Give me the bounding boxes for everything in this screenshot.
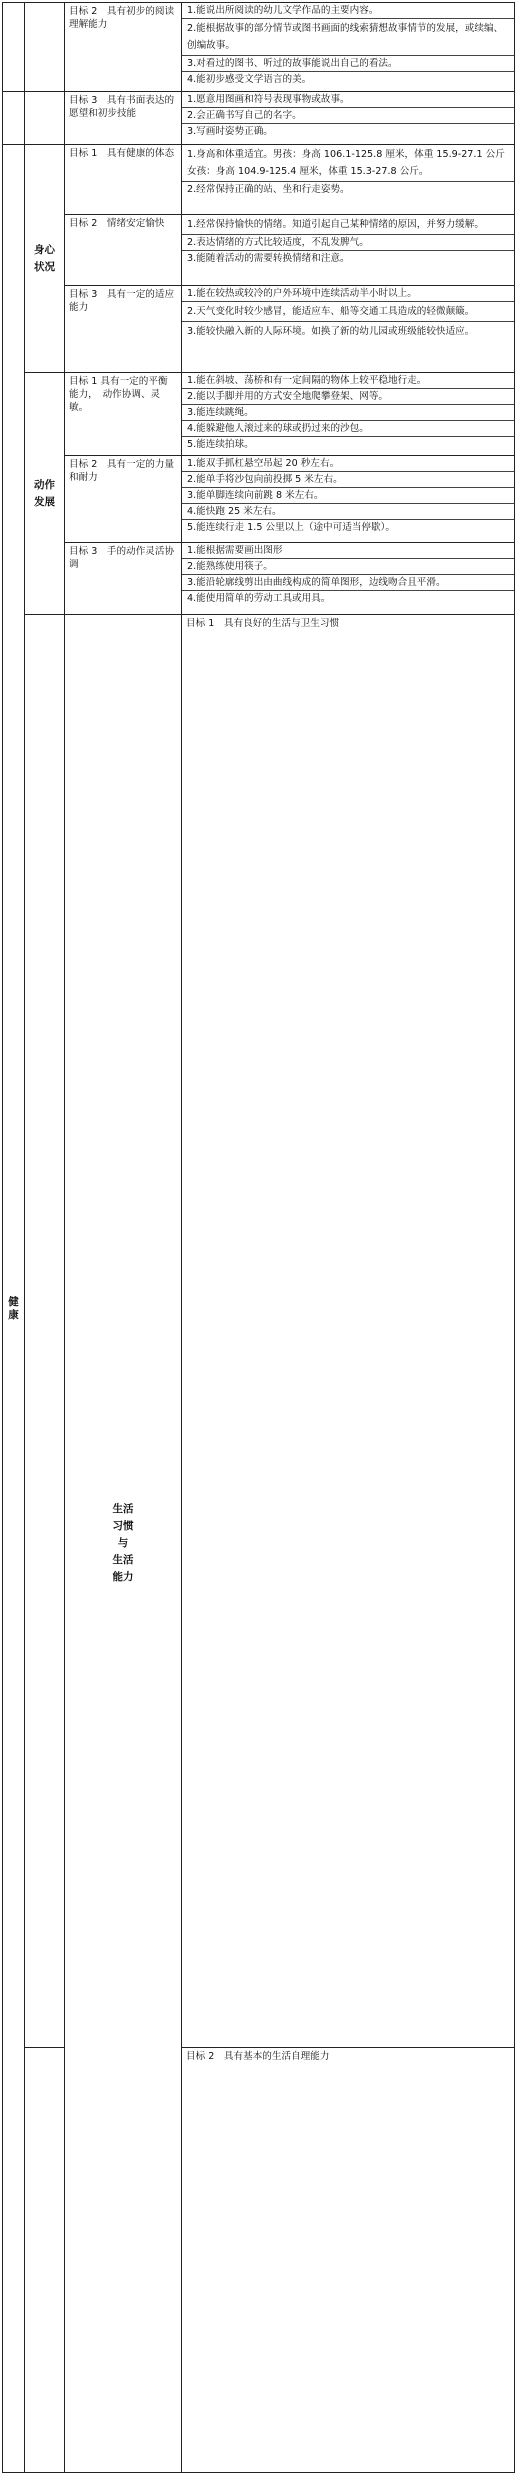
list-item: 3.能连续跳绳。	[182, 405, 514, 421]
subarea-movement	[25, 373, 65, 615]
list-item: 1.能根据需要画出图形	[182, 543, 514, 559]
goal-cell	[65, 215, 182, 286]
goal-text: 目标 1 具有健康的体态	[69, 148, 175, 159]
goal-text: 目标 2 情绪安定愉快	[69, 218, 165, 229]
items-cell	[182, 3, 515, 92]
list-item: 2.能熟练使用筷子。	[182, 559, 514, 575]
goal-cell	[65, 373, 182, 456]
subarea-label: 生活 习惯 与 生活 能力	[112, 1503, 134, 1583]
list-item: 4.能躲避他人滚过来的球或扔过来的沙包。	[182, 421, 514, 437]
list-item: 1.身高和体重适宜。男孩：身高 106.1-125.8 厘米，体重 15.9-27.1 公斤女孩：身高 104.9-125.4 厘米，体重 15.3-27.8 公斤。	[182, 145, 514, 182]
domain-health	[3, 145, 25, 2473]
items-cell	[182, 286, 515, 373]
list-item: 4.能快跑 25 米左右。	[182, 504, 514, 520]
table-row	[3, 145, 515, 215]
items-cell	[182, 145, 515, 215]
items-cell	[182, 456, 515, 543]
domain-cell-continued	[25, 2048, 65, 2473]
goal-cell	[65, 543, 182, 615]
table-row	[3, 215, 515, 286]
list-item: 1.能说出所阅读的幼儿文学作品的主要内容。	[182, 3, 514, 19]
list-item: 2.表达情绪的方式比较适度，不乱发脾气。	[182, 235, 514, 251]
table-row	[3, 373, 515, 456]
goal-text: 目标 3 具有书面表达的愿望和初步技能	[69, 95, 175, 119]
goal-text: 目标 1 具有良好的生活与卫生习惯	[186, 618, 340, 629]
list-item: 2.能以手脚并用的方式安全地爬攀登架、网等。	[182, 389, 514, 405]
goal-text: 目标 2 具有一定的力量和耐力	[69, 459, 175, 483]
items-cell	[182, 543, 515, 615]
domain-cell-continued	[25, 615, 65, 2048]
table-row	[3, 543, 515, 615]
items-cell	[182, 215, 515, 286]
list-item: 5.能连续拍球。	[187, 439, 254, 450]
list-item: 1.经常保持愉快的情绪。知道引起自己某种情绪的原因，并努力缓解。	[182, 215, 514, 235]
list-item: 5.能连续行走 1.5 公里以上（途中可适当停歇）。	[187, 522, 395, 533]
list-item: 1.能双手抓杠悬空吊起 20 秒左右。	[182, 456, 514, 472]
table-row	[3, 456, 515, 543]
list-item: 1.能在斜坡、荡桥和有一定间隔的物体上较平稳地行走。	[182, 373, 514, 389]
subarea-body-mind	[25, 145, 65, 373]
list-item: 2.会正确书写自己的名字。	[182, 108, 514, 124]
goal-text: 目标 2 具有初步的阅读理解能力	[69, 6, 175, 30]
goal-text: 目标 1 具有一定的平衡能力， 动作协调、灵敏。	[69, 376, 168, 413]
items-cell	[182, 92, 515, 145]
goal-cell	[65, 3, 182, 92]
list-item: 3.能沿轮廓线剪出由曲线构成的简单图形，边线吻合且平滑。	[182, 575, 514, 591]
list-item: 2.天气变化时较少感冒，能适应车、船等交通工具造成的轻微颠簸。	[182, 302, 514, 322]
list-item: 3.能单脚连续向前跳 8 米左右。	[182, 488, 514, 504]
goal-cell	[65, 145, 182, 215]
list-item: 2.能根据故事的部分情节或图书画面的线索猜想故事情节的发展，或续编、创编故事。	[182, 19, 514, 56]
list-item: 1.愿意用图画和符号表现事物或故事。	[182, 92, 514, 108]
table-row	[3, 92, 515, 145]
list-item: 3.能随着活动的需要转换情绪和注意。	[187, 253, 350, 264]
list-item: 2.经常保持正确的站、坐和行走姿势。	[187, 184, 350, 195]
goal-text: 目标 3 具有一定的适应能力	[69, 289, 175, 313]
table-row	[3, 615, 515, 2048]
list-item: 2.能单手将沙包向前投掷 5 米左右。	[182, 472, 514, 488]
goal-cell	[65, 456, 182, 543]
goal-text: 目标 3 手的动作灵活协调	[69, 546, 175, 570]
list-item: 1.能在较热或较冷的户外环境中连续活动半小时以上。	[182, 286, 514, 302]
goal-cell	[182, 2048, 515, 2473]
goal-cell	[65, 286, 182, 373]
subarea-habits	[65, 615, 182, 2473]
list-item: 3.能较快融入新的人际环境。如换了新的幼儿园或班级能较快适应。	[187, 326, 475, 337]
subarea-cell-empty	[25, 3, 65, 92]
list-item: 3.写画时姿势正确。	[187, 126, 273, 137]
goal-cell	[65, 92, 182, 145]
subarea-label: 身心 状况	[34, 243, 55, 273]
list-item: 4.能初步感受文学语言的美。	[187, 74, 312, 85]
domain-health-label: 健 康	[8, 1295, 19, 1321]
list-item: 4.能使用简单的劳动工具或用具。	[187, 593, 331, 604]
subarea-label: 动作 发展	[34, 478, 55, 508]
table-row	[3, 3, 515, 92]
items-cell	[182, 373, 515, 456]
curriculum-goals-table	[2, 2, 515, 2473]
domain-cell-empty	[3, 92, 25, 145]
table-row	[3, 286, 515, 373]
subarea-cell-empty	[25, 92, 65, 145]
goal-cell	[182, 615, 515, 2048]
domain-cell-empty	[3, 3, 25, 92]
goal-text: 目标 2 具有基本的生活自理能力	[186, 2051, 330, 2062]
list-item: 3.对看过的图书、听过的故事能说出自己的看法。	[182, 56, 514, 72]
